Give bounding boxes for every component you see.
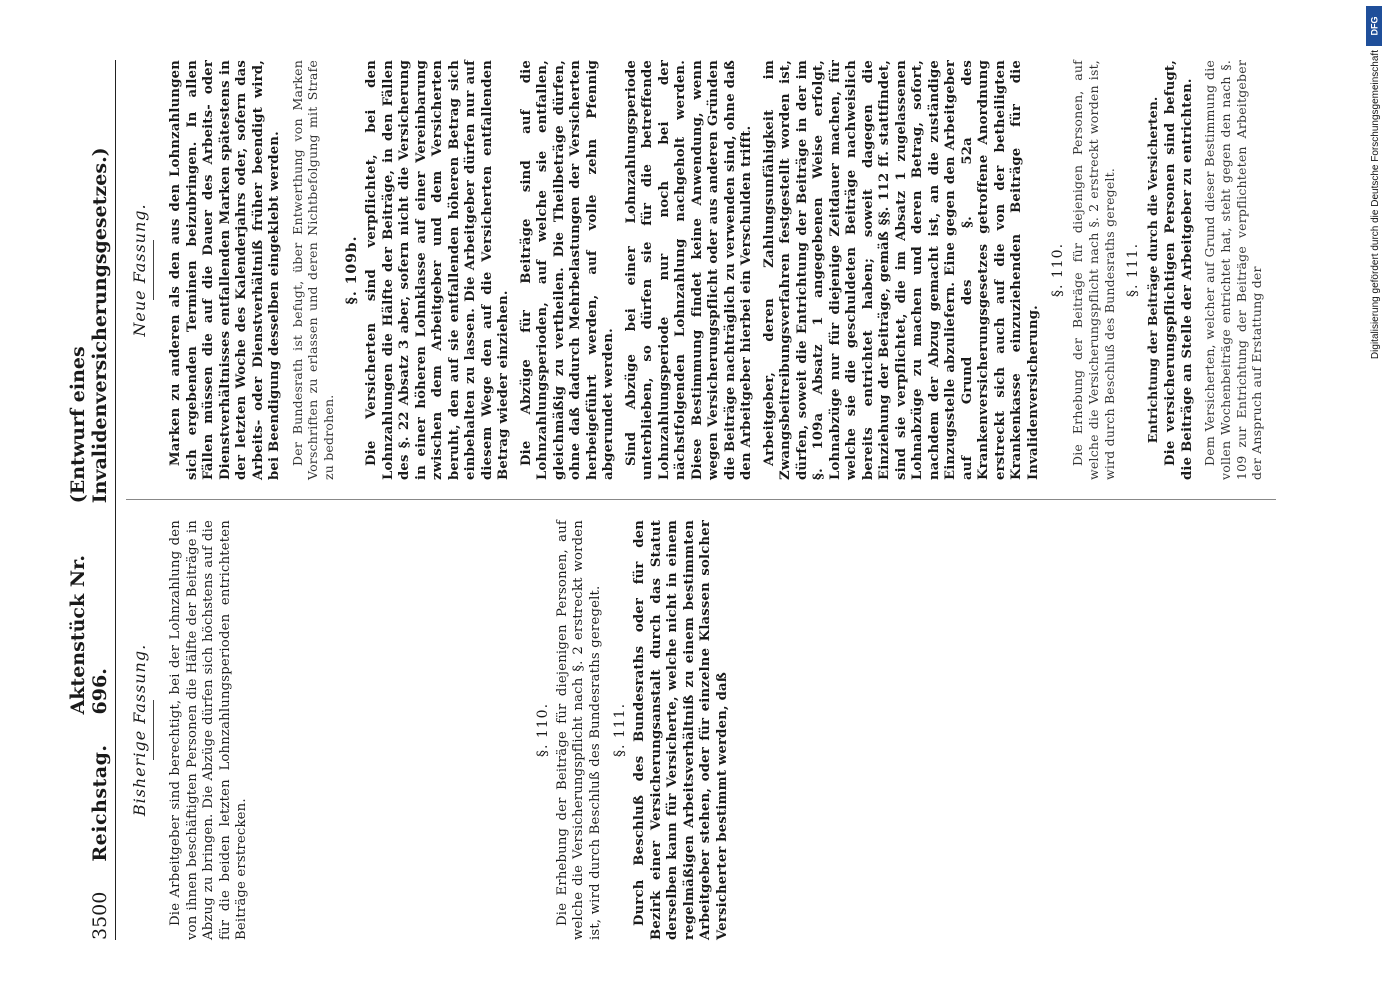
- column-new-version: [130, 60, 1271, 480]
- section-heading: §. 111.: [1125, 242, 1142, 298]
- paragraph: Marken zu anderen als den aus den Lohnzahlungen sich ergebenden Terminen beizubringen. In allen Fällen müssen die auf die Dauer des Arbeits- oder Dienstverhältnisses entfallenden Marken spätestens in der letzten Woche des Kalenderjahrs oder, sofern das Arbeits- oder Dienstverhältniß früher beendigt wird, bei Beendigung desselben eingeklebt werden.: [168, 60, 282, 480]
- paragraph: Der Bundesrath ist befugt, über Entwerthung von Marken Vorschriften zu erlassen und deren Nichtbefolgung mit Strafe zu bedrohen.: [289, 60, 336, 480]
- paragraph: Durch Beschluß des Bundesraths oder für den Bezirk einer Versicherungsanstalt durch das Statut derselben kann für Versicherte, welche nicht in einem regelmäßigen Arbeitsverhältniß zu einem bestimmten Arbeitgeber stehen, oder für einzelne Klassen solcher Versicherter bestimmt werden, daß: [632, 520, 730, 940]
- paragraph: Sind Abzüge bei einer Lohnzahlungsperiode unterblieben, so dürfen sie für die betreffende Lohnzahlungsperiode nur noch bei der nächstfolgenden Lohnzahlung nachgeholt werden. Diese Bestimmung findet keine Anwendung, wenn wegen Versicherungspflicht oder aus anderen Gründen die Beiträge nachträglich zu verwenden sind, ohne daß den Arbeitgeber hierbei ein Verschulden trifft.: [623, 60, 755, 480]
- section-heading: §. 110.: [534, 702, 551, 758]
- dfg-logo: DFG: [1366, 6, 1382, 46]
- paragraph: Die Erhebung der Beiträge für diejenigen Personen, auf welche die Versicherungspflicht nach §. 2 erstreckt worden ist, wird durch Beschluß des Bundesraths geregelt.: [554, 520, 603, 940]
- column-divider: [126, 499, 1276, 500]
- digitization-credit: Digitalisierung gefördert durch die Deutsche Forschungsgemeinschaft: [1370, 50, 1381, 360]
- page-header: [67, 60, 116, 940]
- paragraph: Die versicherungspflichtigen Personen sind befugt, die Beiträge an Stelle der Arbeitgeber zu entrichten.: [1163, 60, 1195, 480]
- page-number: 3500: [89, 891, 111, 940]
- section-heading: §. 109b.: [344, 235, 361, 305]
- document-subtitle: (Entwurf eines Invalidenversicherungsgesetzes.): [67, 147, 111, 504]
- publication-name: Reichstag.: [89, 744, 111, 862]
- rotated-page: [30, 60, 1310, 940]
- paragraph: Arbeitgeber, deren Zahlungsunfähigkeit im Zwangsbeitreibungsverfahren festgestellt worden ist, dürfen, soweit die Entrichtung der Beiträge in der im §. 109a Absatz 1 angegebenen Weise erfolgt, Lohnabzüge nur für diejenige Zeitdauer machen, für welche sie die geschuldeten Beiträge nachweislich bereits entrichtet haben; soweit dagegen die Einziehung der Beiträge, gemäß §§. 112 ff. stattfindet, sind sie verpflichtet, die im Absatz 1 zugelassenen Lohnabzüge zu machen und deren Betrag, sofort, nachdem der Abzug gemacht ist, an die zuständige Einzugsstelle abzuliefern. Eine gegen den Arbeitgeber auf Grund des §. 52a des Krankenversicherungsgesetzes getroffene Anordnung erstreckt sich auch auf die von der betheiligten Krankenkasse einzuziehenden Beiträge für die Invalidenversicherung.: [761, 60, 1041, 480]
- document-number: Aktenstück Nr. 696.: [67, 555, 111, 715]
- section-heading: §. 111.: [612, 702, 628, 758]
- column-title-left: Bisherige Fassung.: [130, 520, 154, 940]
- paragraph: Dem Versicherten, welcher auf Grund dieser Bestimmung die vollen Wochenbeiträge entrichtet hat, steht gegen den nach §. 109 zur Entrichtung der Beiträge verpflichteten Arbeitgeber der Anspruch auf Erstattung der: [1202, 60, 1265, 480]
- column-title-right: Neue Fassung.: [130, 60, 154, 480]
- title-rule: [153, 240, 154, 300]
- paragraph: Die Erhebung der Beiträge für diejenigen Personen, auf welche die Versicherungspflicht nach §. 2 erstreckt worden ist, wird durch Beschluß des Bundesraths geregelt.: [1070, 60, 1117, 480]
- paragraph: Die Versicherten sind verpflichtet, bei den Lohnzahlungen die Hälfte der Beiträge, in den Fällen des §. 22 Absatz 3 aber, sofern nicht die Versicherung in einer höheren Lohnklasse auf einer Vereinbarung zwischen dem Arbeitgeber und dem Versicherten beruht, den auf sie entfallenden höheren Betrag sich einbehalten zu lassen. Die Arbeitgeber dürfen nur auf diesem Wege den auf die Versicherten entfallenden Betrag wieder einziehen.: [364, 60, 512, 480]
- paragraph: Die Arbeitgeber sind berechtigt, bei der Lohnzahlung den von ihnen beschäftigten Personen die Hälfte der Beiträge in Abzug zu bringen. Die Abzüge dürfen sich höchstens auf die für die beiden letzten Lohnzahlungsperioden entrichteten Beiträge erstrecken.: [168, 520, 249, 940]
- section-heading: §. 110.: [1050, 242, 1067, 298]
- section-subheading: Entrichtung der Beiträge durch die Versicherten.: [1145, 96, 1161, 444]
- paragraph: Die Abzüge für Beiträge sind auf die Lohnzahlungsperioden, auf welche sie entfallen, gleichmäßig zu vertheilen. Die Theilbeträge dürfen, ohne daß dadurch Mehrbelastungen der Versicherten herbeigeführt werden, auf volle zehn Pfennig abgerundet werden.: [518, 60, 617, 480]
- title-rule: [153, 700, 154, 760]
- column-previous-version: [130, 520, 737, 940]
